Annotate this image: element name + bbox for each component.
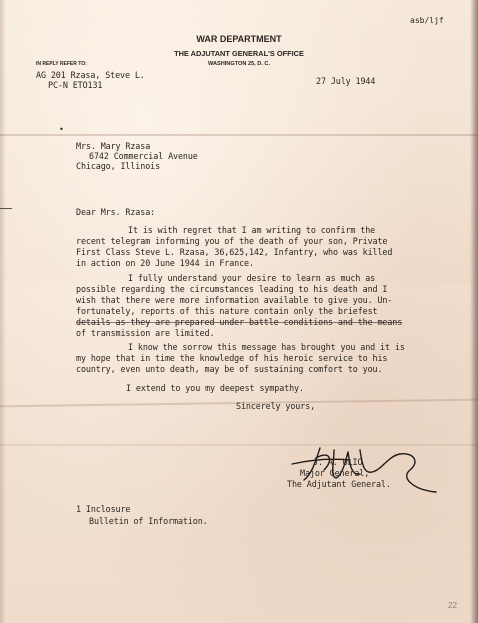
paragraph-line: country, even unto death, may be of sustaining comfort to you. [76, 364, 383, 374]
paragraph-line: I extend to you my deepest sympathy. [126, 383, 304, 393]
page-edge-shadow [470, 0, 478, 623]
paragraph-line: wish that there were more information available to give you. Un- [76, 295, 393, 305]
salutation: Dear Mrs. Rzasa: [76, 207, 156, 217]
refer-label: IN REPLY REFER TO: [36, 61, 87, 67]
paragraph-line: in action on 20 June 1944 in France. [76, 258, 254, 268]
paragraph-line: fortunately, reports of this nature contain only the briefest [76, 306, 378, 316]
paragraph [76, 273, 416, 339]
paragraph-line: of transmission are limited. [76, 328, 215, 338]
paragraph-line: my hope that in time the knowledge of his heroic service to his [76, 353, 388, 363]
recipient-street: 6742 Commercial Avenue [89, 151, 198, 161]
file-code: asb/ljf [410, 16, 444, 25]
paragraph [76, 225, 416, 269]
reference-line: PC-N ETO131 [48, 80, 103, 90]
fold-line [0, 134, 478, 136]
closing: Sincerely yours, [236, 401, 316, 411]
paragraph-line: details as they are prepared under battle conditions and the means [76, 317, 403, 327]
page-mark: 22 [448, 601, 457, 610]
reference-line: AG 201 Rzasa, Steve L. [36, 70, 145, 80]
letterhead-office: THE ADJUTANT GENERAL'S OFFICE [174, 49, 304, 58]
recipient-name: Mrs. Mary Rzasa [76, 141, 151, 151]
bullet-mark: • [59, 125, 64, 134]
paragraph-line: I fully understand your desire to learn as much as [128, 273, 376, 283]
signer-title: The Adjutant General. [287, 479, 391, 489]
paragraph [76, 342, 416, 375]
paragraph-line: possible regarding the circumstances leading to his death and I [76, 284, 388, 294]
enclosure-line: 1 Inclosure [76, 504, 131, 514]
letterhead-city: WASHINGTON 25, D. C. [207, 61, 271, 67]
signer-name: J. A. ULIO [313, 457, 363, 467]
paragraph-line: It is with regret that I am writing to confirm the [128, 225, 376, 235]
letterhead-department: WAR DEPARTMENT [196, 34, 282, 44]
paragraph-line: I know the sorrow this message has brought you and it is [128, 342, 405, 352]
paragraph [126, 383, 466, 394]
paragraph-line: recent telegram informing you of the death of your son, Private [76, 236, 388, 246]
page-edge-shadow [0, 0, 6, 623]
paragraph-line: First Class Steve L. Rzasa, 36,625,142, Infantry, who was killed [76, 247, 393, 257]
enclosure-line: Bulletin of Information. [89, 516, 208, 526]
letter-date: 27 July 1944 [316, 76, 376, 86]
margin-mark [0, 208, 12, 209]
recipient-city: Chicago, Illinois [76, 161, 161, 171]
signer-rank: Major General, [300, 468, 370, 478]
